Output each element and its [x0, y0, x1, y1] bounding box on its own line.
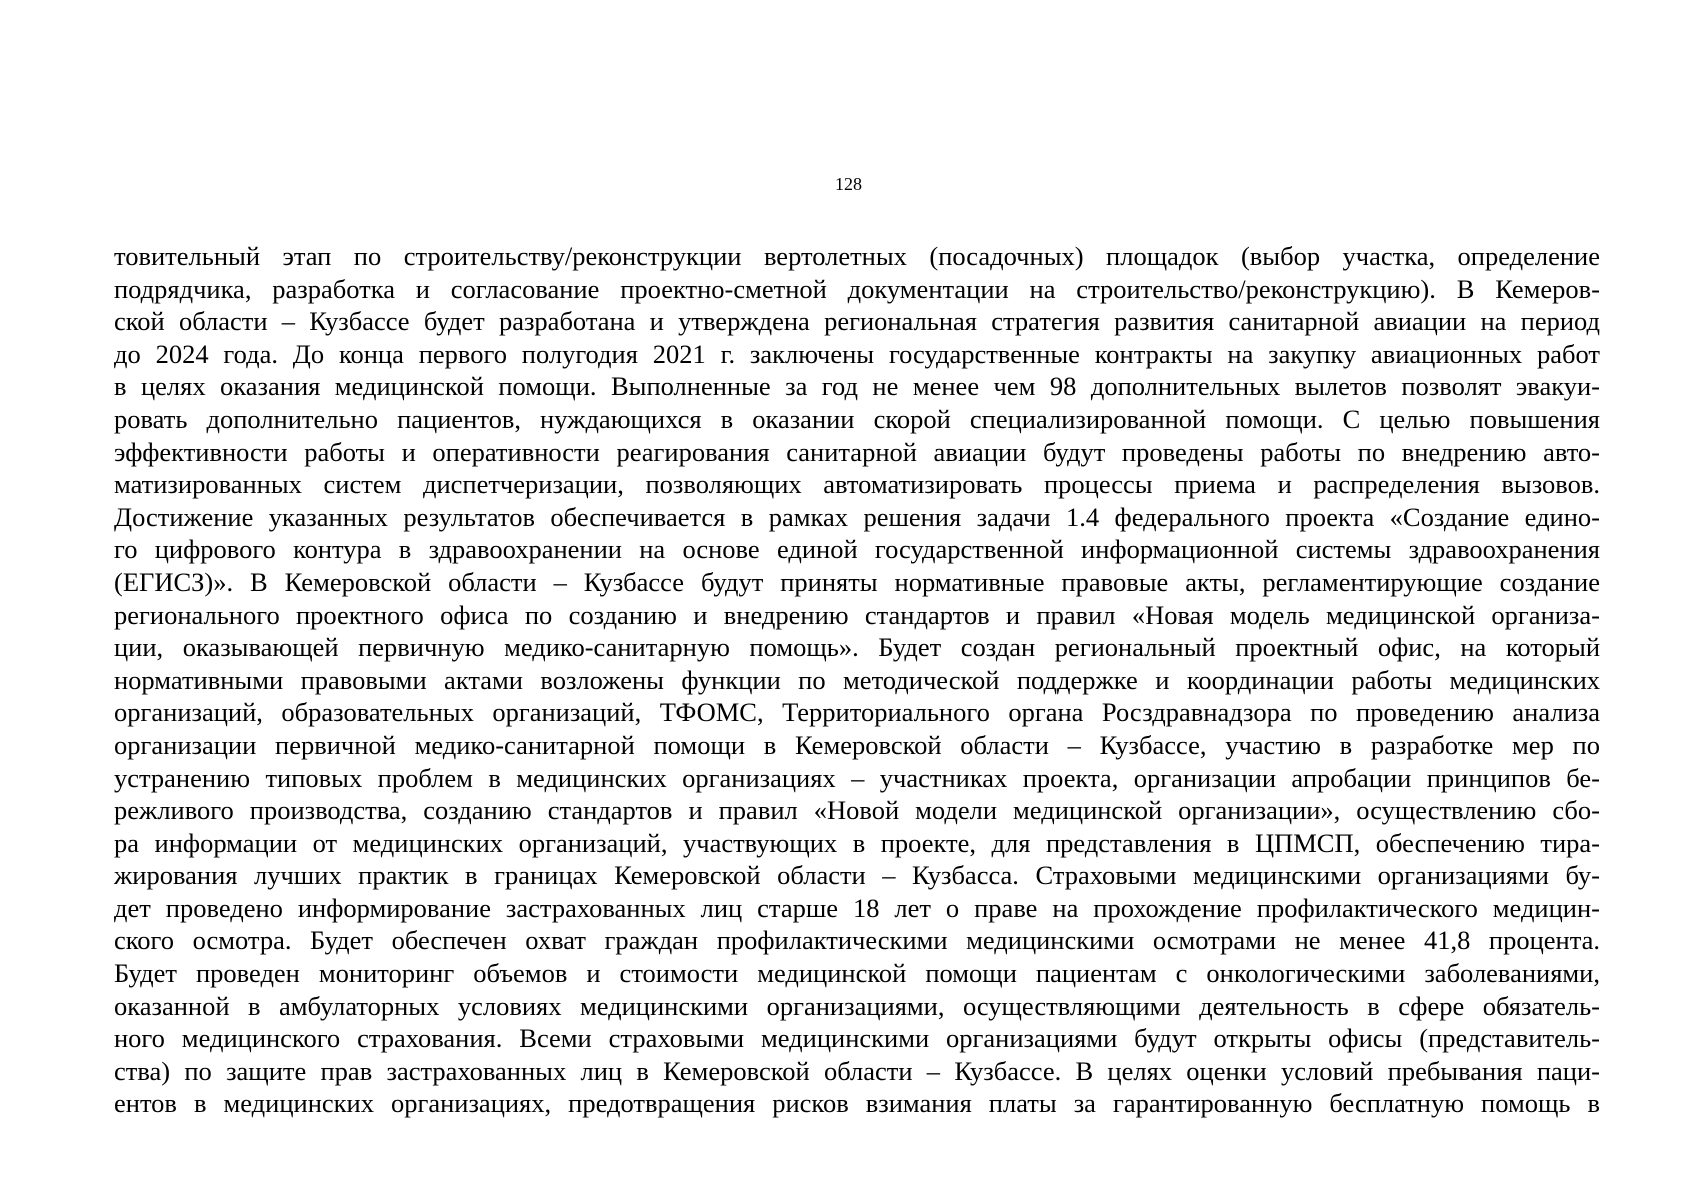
text-line: ентов в медицинских организациях, предотвращения рисков взимания платы за гарантированную бесплатную помощь в [114, 1088, 1600, 1119]
text-line: в целях оказания медицинской помощи. Выполненные за год не менее чем 98 дополнительных вылетов позволят эвакуи- [114, 371, 1600, 402]
text-line: ского осмотра. Будет обеспечен охват граждан профилактическими медицинскими осмотрами не менее 41,8 процента. [114, 925, 1600, 956]
text-line: регионального проектного офиса по созданию и внедрению стандартов и правил «Новая модель медицинской организа- [114, 599, 1600, 630]
text-line: оказанной в амбулаторных условиях медицинскими организациями, осуществляющими деятельность в сфере обязатель- [114, 990, 1600, 1021]
text-line: матизированных систем диспетчеризации, позволяющих автоматизировать процессы приема и распределения вызовов. [114, 469, 1600, 500]
text-line: ции, оказывающей первичную медико-санитарную помощь». Будет создан региональный проектный офис, на который [114, 632, 1600, 663]
body-text [114, 240, 1600, 1120]
text-line: эффективности работы и оперативности реагирования санитарной авиации будут проведены работы по внедрению авто- [114, 436, 1600, 467]
text-line: ства) по защите прав застрахованных лиц в Кемеровской области – Кузбассе. В целях оценки условий пребывания паци- [114, 1055, 1600, 1086]
text-line: подрядчика, разработка и согласование проектно-сметной документации на строительство/реконструкцию). В Кемеров- [114, 273, 1600, 304]
text-line: Достижение указанных результатов обеспечивается в рамках решения задачи 1.4 федерального проекта «Создание едино- [114, 501, 1600, 532]
text-line: дет проведено информирование застрахованных лиц старше 18 лет о праве на прохождение профилактического медицин- [114, 892, 1600, 923]
text-line: ровать дополнительно пациентов, нуждающихся в оказании скорой специализированной помощи. С целью повышения [114, 403, 1600, 434]
text-line: жирования лучших практик в границах Кемеровской области – Кузбасса. Страховыми медицинскими организациями бу- [114, 860, 1600, 891]
text-line: устранению типовых проблем в медицинских организациях – участниках проекта, организации апробации принципов бе- [114, 762, 1600, 793]
text-line: организации первичной медико-санитарной помощи в Кемеровской области – Кузбассе, участию в разработке мер по [114, 729, 1600, 760]
text-line: ного медицинского страхования. Всеми страховыми медицинскими организациями будут открыты офисы (представитель- [114, 1023, 1600, 1054]
text-line: (ЕГИСЗ)». В Кемеровской области – Кузбассе будут приняты нормативные правовые акты, регламентирующие создание [114, 566, 1600, 597]
text-line: ской области – Кузбассе будет разработана и утверждена региональная стратегия развития санитарной авиации на период [114, 306, 1600, 337]
text-line: товительный этап по строительству/реконструкции вертолетных (посадочных) площадок (выбор участка, определение [114, 241, 1600, 271]
text-line: организаций, образовательных организаций, ТФОМС, Территориального органа Росздравнадзора по проведению анализа [114, 697, 1600, 728]
page-number: 128 [835, 174, 862, 194]
text-line: до 2024 года. До конца первого полугодия 2021 г. заключены государственные контракты на закупку авиационных работ [114, 338, 1600, 369]
text-line: го цифрового контура в здравоохранении на основе единой государственной информационной системы здравоохранения [114, 534, 1600, 565]
text-line: Будет проведен мониторинг объемов и стоимости медицинской помощи пациентам с онкологическими заболеваниями, [114, 958, 1600, 989]
text-line: ра информации от медицинских организаций, участвующих в проекте, для представления в ЦПМСП, обеспечению тира- [114, 827, 1600, 858]
text-line: нормативными правовыми актами возложены функции по методической поддержке и координации работы медицинских [114, 664, 1600, 695]
text-line: режливого производства, созданию стандартов и правил «Новой модели медицинской организации», осуществлению сбо- [114, 795, 1600, 826]
